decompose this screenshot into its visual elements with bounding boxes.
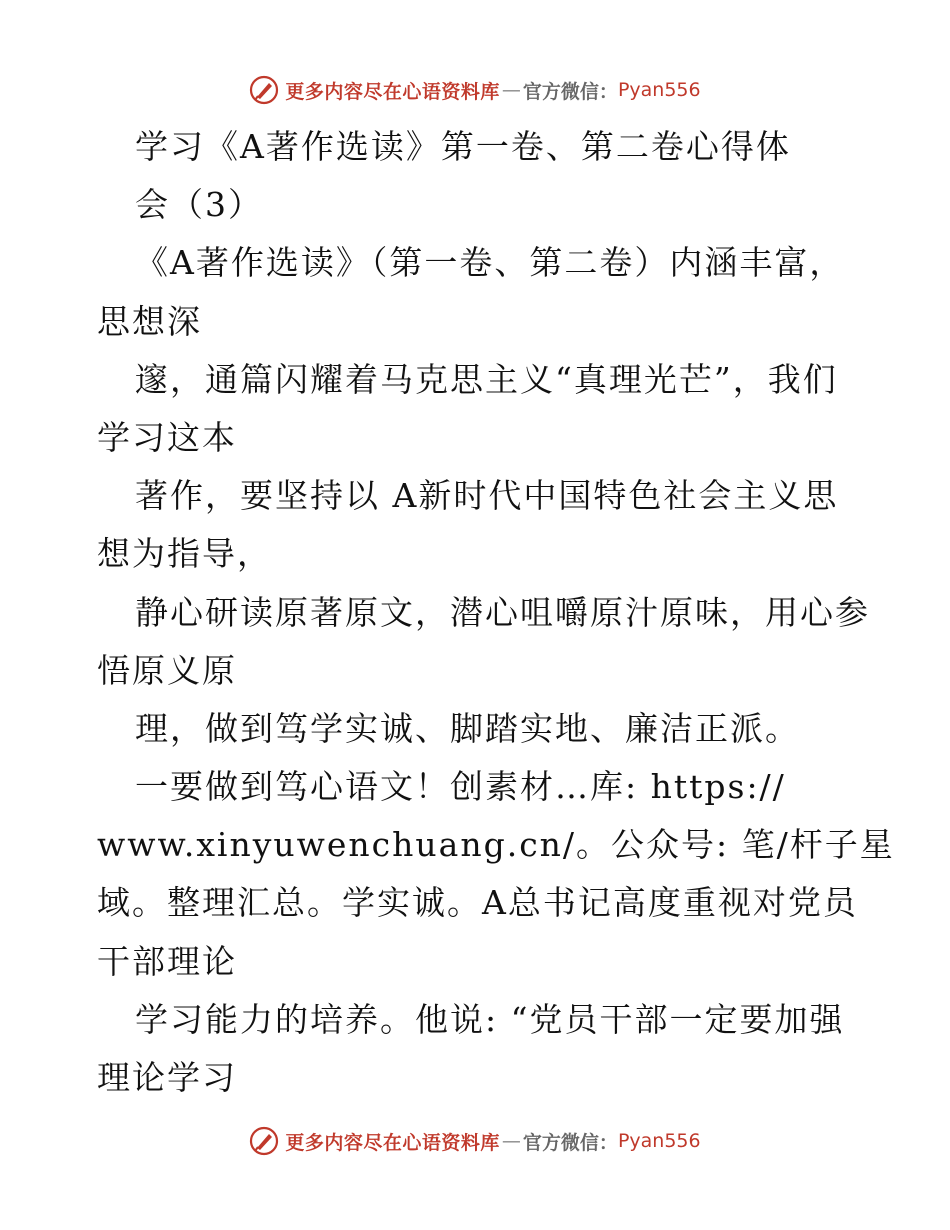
paragraph-line: 干部理论 <box>97 941 237 981</box>
watermark-dash: — <box>501 1130 521 1152</box>
watermark-main-text: 更多内容尽在心语资料库 <box>285 80 500 103</box>
paragraph-line: 思想深 <box>97 301 202 341</box>
paragraph-line: 静心研读原著原文，潜心咀嚼原汁原味，用心参 <box>135 592 870 632</box>
paragraph-line: 学习能力的培养。他说: “党员干部一定要加强 <box>135 999 845 1039</box>
paragraph-line: 域。整理汇总。学实诚。A总书记高度重视对党员 <box>97 883 858 923</box>
paragraph-line: 《A著作选读》（第一卷、第二卷）内涵丰富， <box>135 243 845 283</box>
watermark-dash: — <box>501 79 521 101</box>
paragraph-line: 理，做到笃学实诚、脚踏实地、廉洁正派。 <box>135 708 800 748</box>
paragraph-line: 邃，通篇闪耀着马克思主义“真理光芒”，我们 <box>135 359 838 399</box>
watermark-main-text: 更多内容尽在心语资料库 <box>285 1131 500 1154</box>
paragraph-line: 理论学习 <box>97 1058 237 1097</box>
quill-logo-icon <box>249 1126 279 1156</box>
paragraph-line: 学习这本 <box>97 417 237 457</box>
paragraph-line: 著作，要坚持以 A新时代中国特色社会主义思 <box>135 476 839 516</box>
watermark-label: 官方微信： <box>522 1131 618 1154</box>
header-watermark <box>0 70 950 110</box>
footer-watermark <box>0 1121 950 1161</box>
paragraph-line: www.xinyuwenchuang.cn/。公众号: 笔/杆子星 <box>97 825 895 865</box>
watermark-id: Pyan556 <box>617 79 701 101</box>
title-line-2: 会（3） <box>135 185 263 225</box>
quill-logo-icon <box>249 75 279 105</box>
paragraph-line: 悟原义原 <box>97 650 237 690</box>
title-line-1: 学习《A著作选读》第一卷、第二卷心得体 <box>135 127 791 166</box>
document-body <box>97 118 895 1107</box>
watermark-label: 官方微信： <box>522 80 618 103</box>
watermark-id: Pyan556 <box>617 1130 701 1152</box>
paragraph-line: 一要做到笃心语文！创素材…库: https:// <box>135 767 786 807</box>
paragraph-line: 想为指导， <box>97 534 272 574</box>
